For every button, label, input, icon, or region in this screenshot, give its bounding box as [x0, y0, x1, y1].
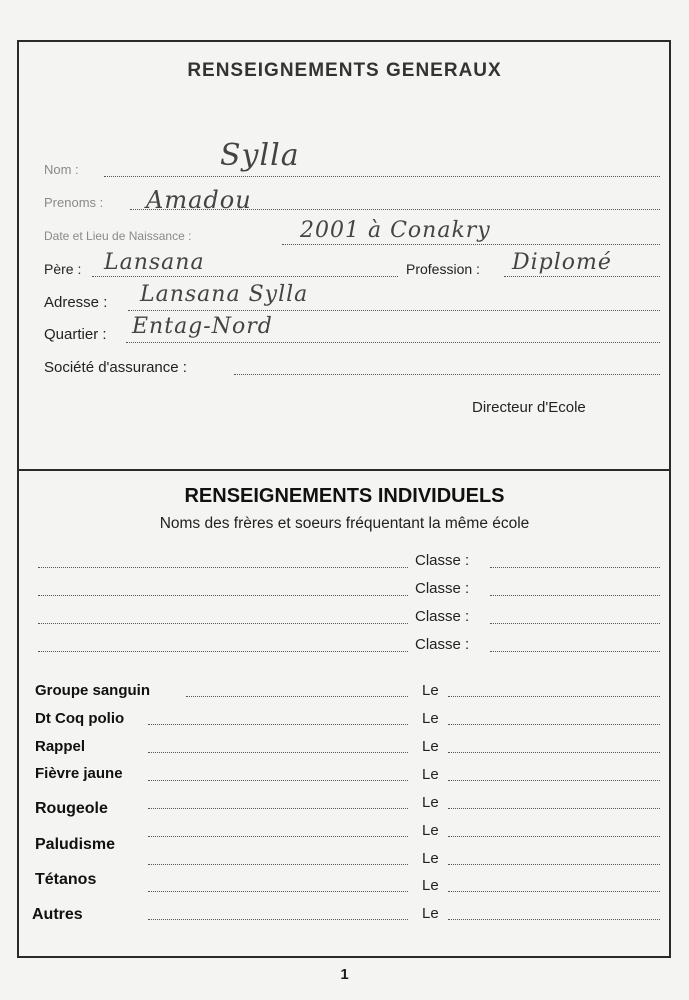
naissance-value[interactable]: 2001 à Conakry [300, 218, 491, 243]
quartier-line [126, 342, 660, 343]
le-label-1: Le [422, 682, 439, 699]
vaccine-line-groupe-sanguin[interactable] [186, 696, 408, 697]
le-label-6: Le [422, 822, 439, 839]
quartier-label: Quartier : [44, 326, 107, 343]
vaccine-line-rappel[interactable] [148, 752, 408, 753]
assurance-line [234, 374, 660, 375]
sibling-classe-line-1[interactable] [490, 567, 660, 568]
sibling-name-line-4[interactable] [38, 651, 408, 652]
profession-value[interactable]: Diplomé [512, 250, 612, 275]
le-label-8: Le [422, 877, 439, 894]
sibling-name-line-3[interactable] [38, 623, 408, 624]
le-line-2[interactable] [448, 724, 660, 725]
sibling-classe-line-4[interactable] [490, 651, 660, 652]
le-label-3: Le [422, 738, 439, 755]
vaccine-line-rougeole-1[interactable] [148, 808, 408, 809]
le-line-3[interactable] [448, 752, 660, 753]
le-line-5[interactable] [448, 808, 660, 809]
adresse-value[interactable]: Lansana Sylla [140, 282, 309, 307]
le-label-2: Le [422, 710, 439, 727]
assurance-label: Société d'assurance : [44, 359, 187, 376]
sibling-name-line-1[interactable] [38, 567, 408, 568]
directeur-label: Directeur d'Ecole [472, 399, 586, 416]
individual-subtitle: Noms des frères et soeurs fréquentant la même école [159, 515, 530, 532]
sibling-name-line-2[interactable] [38, 595, 408, 596]
vaccine-label-autres: Autres [32, 906, 83, 923]
individual-title: RENSEIGNEMENTS INDIVIDUELS [184, 485, 505, 507]
sibling-classe-line-3[interactable] [490, 623, 660, 624]
classe-label-4: Classe : [415, 636, 470, 653]
adresse-line [128, 310, 660, 311]
nom-value[interactable]: Sylla [220, 138, 300, 173]
nom-label: Nom : [44, 162, 79, 177]
le-line-8[interactable] [448, 891, 660, 892]
classe-label-1: Classe : [415, 552, 470, 569]
vaccine-label-dt-coq-polio: Dt Coq polio [35, 710, 125, 727]
nom-line [104, 176, 660, 177]
vaccine-line-dt-coq-polio[interactable] [148, 724, 408, 725]
general-title: RENSEIGNEMENTS GENERAUX [187, 60, 502, 81]
classe-label-2: Classe : [415, 580, 470, 597]
vaccine-line-paludisme[interactable] [148, 864, 408, 865]
naissance-label: Date et Lieu de Naissance : [44, 229, 192, 243]
profession-line [504, 276, 660, 277]
vaccine-line-fievre-jaune[interactable] [148, 780, 408, 781]
prenoms-value[interactable]: Amadou [146, 186, 252, 214]
adresse-label: Adresse : [44, 294, 108, 311]
naissance-line [282, 244, 660, 245]
classe-label-3: Classe : [415, 608, 470, 625]
le-label-5: Le [422, 794, 439, 811]
le-line-4[interactable] [448, 780, 660, 781]
quartier-value[interactable]: Entag-Nord [132, 314, 273, 339]
vaccine-label-groupe-sanguin: Groupe sanguin [35, 682, 151, 699]
page-number: 1 [340, 966, 349, 983]
vaccine-label-rougeole: Rougeole [35, 800, 108, 817]
le-line-6[interactable] [448, 836, 660, 837]
le-line-9[interactable] [448, 919, 660, 920]
vaccine-label-tetanos: Tétanos [35, 871, 97, 888]
le-label-9: Le [422, 905, 439, 922]
prenoms-label: Prenoms : [44, 195, 104, 210]
profession-label: Profession : [406, 261, 480, 277]
vaccine-label-rappel: Rappel [35, 738, 86, 755]
vaccine-line-rougeole-2[interactable] [148, 836, 408, 837]
pere-value[interactable]: Lansana [104, 250, 205, 275]
vaccine-line-tetanos[interactable] [148, 891, 408, 892]
vaccine-label-paludisme: Paludisme [35, 836, 116, 853]
vaccine-line-autres[interactable] [148, 919, 408, 920]
le-line-7[interactable] [448, 864, 660, 865]
pere-line [92, 276, 398, 277]
le-label-4: Le [422, 766, 439, 783]
pere-label: Père : [44, 261, 82, 277]
section-divider [17, 469, 671, 471]
le-line-1[interactable] [448, 696, 660, 697]
sibling-classe-line-2[interactable] [490, 595, 660, 596]
vaccine-label-fievre-jaune: Fièvre jaune [35, 765, 123, 782]
le-label-7: Le [422, 850, 439, 867]
